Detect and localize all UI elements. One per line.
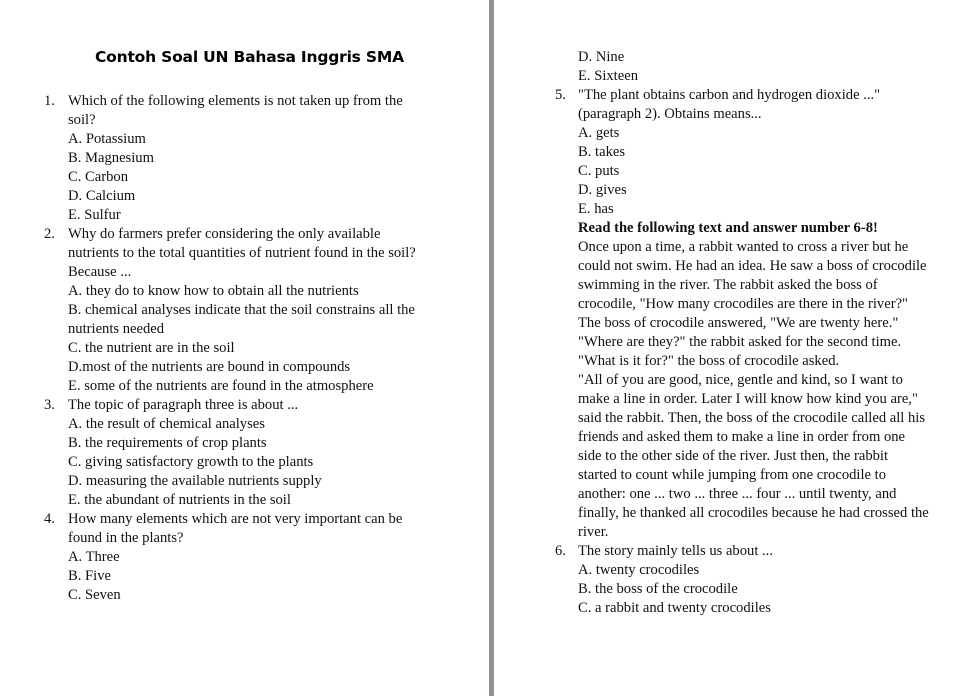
story-line: side to the other side of the river. Just then, the rabbit — [578, 448, 889, 464]
option-d: D. Nine — [578, 49, 625, 65]
question-text: Because ... — [68, 264, 132, 280]
option-b: B. Five — [68, 568, 111, 584]
option-c: C. puts — [578, 163, 620, 179]
story-line: another: one ... two ... three ... four ... until twenty, and — [578, 486, 897, 502]
question-6 — [494, 542, 968, 618]
option-b-continued: nutrients needed — [68, 321, 165, 337]
option-e: E. has — [578, 201, 614, 217]
option-c: C. Carbon — [68, 169, 128, 185]
story-line: finally, he thanked all crocodiles because he had crossed the — [578, 505, 929, 521]
question-3 — [0, 396, 489, 510]
story-line: could not swim. He had an idea. He saw a boss of crocodile — [578, 258, 927, 274]
question-text: found in the plants? — [68, 530, 184, 546]
question-text: Which of the following elements is not taken up from the — [68, 93, 403, 109]
option-e: E. some of the nutrients are found in the atmosphere — [68, 378, 374, 394]
question-text: How many elements which are not very important can be — [68, 511, 403, 527]
question-2 — [0, 225, 489, 396]
option-c: C. the nutrient are in the soil — [68, 340, 235, 356]
option-e: E. Sixteen — [578, 68, 638, 84]
option-d: D. measuring the available nutrients supply — [68, 473, 322, 489]
reading-passage — [494, 219, 968, 542]
option-b: B. Magnesium — [68, 150, 154, 166]
question-text: nutrients to the total quantities of nutrient found in the soil? — [68, 245, 416, 261]
option-a: A. gets — [578, 125, 620, 141]
story-line: "What is it for?" the boss of crocodile asked. — [578, 353, 840, 369]
option-d: D.most of the nutrients are bound in compounds — [68, 359, 351, 375]
question-number: 1. — [44, 93, 55, 109]
question-text: soil? — [68, 112, 96, 128]
option-e: E. Sulfur — [68, 207, 121, 223]
story-line: The boss of crocodile answered, "We are twenty here." — [578, 315, 899, 331]
option-c: C. Seven — [68, 587, 121, 603]
option-b: B. the boss of the crocodile — [578, 581, 738, 597]
question-number: 6. — [555, 543, 566, 559]
option-b: B. chemical analyses indicate that the soil constrains all the — [68, 302, 415, 318]
option-a: A. Potassium — [68, 131, 146, 147]
story-line: "All of you are good, nice, gentle and kind, so I want to — [578, 372, 903, 388]
question-number: 2. — [44, 226, 55, 242]
document-title: Contoh Soal UN Bahasa Inggris SMA — [95, 48, 404, 66]
question-4 — [0, 510, 489, 605]
option-a: A. the result of chemical analyses — [68, 416, 265, 432]
question-4-continued — [494, 48, 968, 86]
question-number: 3. — [44, 397, 55, 413]
option-d: D. gives — [578, 182, 627, 198]
story-line: river. — [578, 524, 609, 540]
option-b: B. takes — [578, 144, 626, 160]
option-e: E. the abundant of nutrients in the soil — [68, 492, 291, 508]
left-question-list — [0, 92, 489, 605]
option-a: A. they do to know how to obtain all the nutrients — [68, 283, 359, 299]
story-line: "Where are they?" the rabbit asked for the second time. — [578, 334, 902, 350]
question-text: "The plant obtains carbon and hydrogen dioxide ..." — [578, 87, 881, 103]
question-1 — [0, 92, 489, 225]
reading-instruction: Read the following text and answer number 6-8! — [578, 220, 878, 236]
question-text: The topic of paragraph three is about ... — [68, 397, 299, 413]
right-question-list — [494, 48, 968, 618]
question-number: 4. — [44, 511, 55, 527]
option-a: A. Three — [68, 549, 120, 565]
option-c: C. a rabbit and twenty crocodiles — [578, 600, 771, 616]
story-line: crocodile, "How many crocodiles are there in the river?" — [578, 296, 908, 312]
story-line: started to count while jumping from one crocodile to — [578, 467, 887, 483]
option-c: C. giving satisfactory growth to the plants — [68, 454, 314, 470]
option-d: D. Calcium — [68, 188, 136, 204]
option-b: B. the requirements of crop plants — [68, 435, 267, 451]
story-line: said the rabbit. Then, the boss of the crocodile called all his — [578, 410, 926, 426]
right-page — [494, 0, 968, 696]
story-line: swimming in the river. The rabbit asked the boss of — [578, 277, 878, 293]
question-text: The story mainly tells us about ... — [578, 543, 773, 559]
story-line: friends and asked them to make a line in order from one — [578, 429, 906, 445]
option-a: A. twenty crocodiles — [578, 562, 700, 578]
story-line: Once upon a time, a rabbit wanted to cross a river but he — [578, 239, 909, 255]
question-5 — [494, 86, 968, 219]
question-text: Why do farmers prefer considering the only available — [68, 226, 381, 242]
question-text: (paragraph 2). Obtains means... — [578, 106, 762, 122]
question-number: 5. — [555, 87, 566, 103]
story-line: make a line in order. Later I will know how kind you are," — [578, 391, 918, 407]
